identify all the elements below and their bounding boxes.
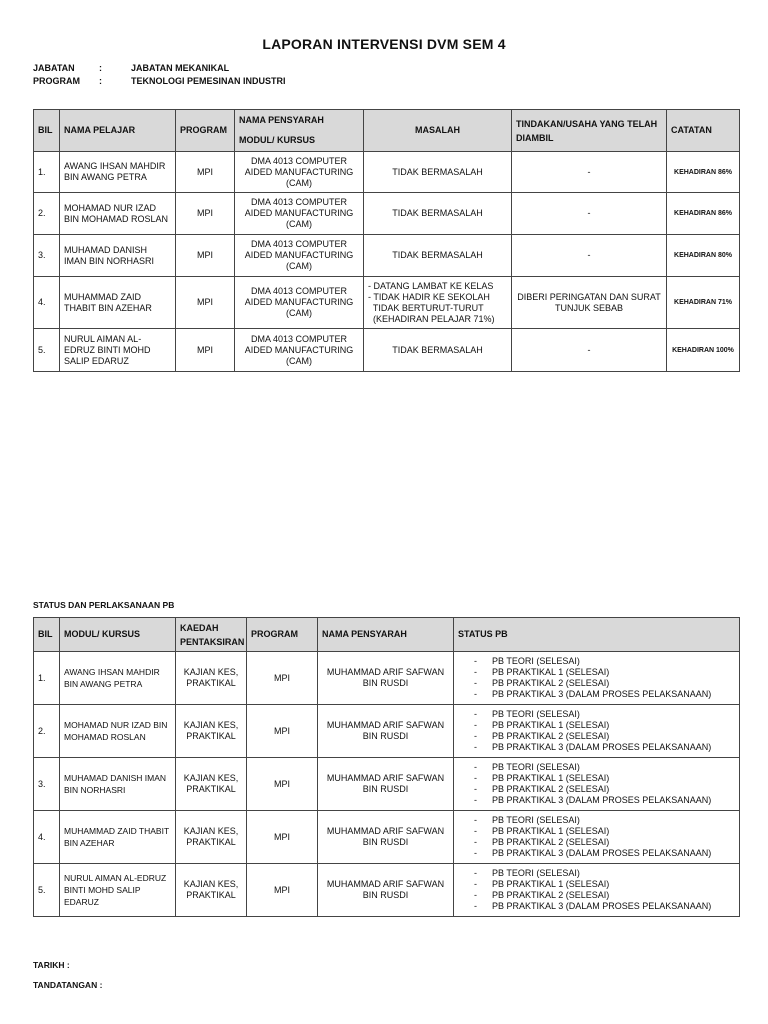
table-header-row bbox=[34, 618, 740, 652]
row-nama: MUHAMMAD ZAID THABIT BIN AZEHAR bbox=[60, 277, 176, 329]
table-header-row bbox=[34, 110, 740, 152]
row-program: MPI bbox=[247, 758, 318, 811]
list-item: - PB PRAKTIKAL 2 (SELESAI) bbox=[474, 837, 610, 847]
row-masalah: TIDAK BERMASALAH bbox=[364, 193, 512, 235]
header-bil: BIL bbox=[34, 110, 60, 152]
row-catatan: KEHADIRAN 100% bbox=[667, 329, 740, 372]
row-status bbox=[454, 811, 740, 864]
row-modul: DMA 4013 COMPUTER AIDED MANUFACTURING (CAM) bbox=[235, 235, 364, 277]
row-bil: 2. bbox=[34, 193, 60, 235]
list-item: (KEHADIRAN PELAJAR 71%) bbox=[368, 313, 495, 324]
table-row bbox=[34, 705, 740, 758]
list-item: TIDAK BERTURUT-TURUT bbox=[368, 302, 484, 313]
row-bil: 2. bbox=[34, 705, 60, 758]
list-item: - PB PRAKTIKAL 1 (SELESAI) bbox=[474, 667, 610, 677]
row-bil: 1. bbox=[34, 152, 60, 193]
meta-key: PROGRAM bbox=[33, 76, 80, 86]
row-modul: DMA 4013 COMPUTER AIDED MANUFACTURING (CAM) bbox=[235, 277, 364, 329]
table-row bbox=[34, 329, 740, 372]
row-bil: 4. bbox=[34, 277, 60, 329]
row-bil: 5. bbox=[34, 329, 60, 372]
row-tindakan: - bbox=[512, 235, 667, 277]
row-catatan: KEHADIRAN 86% bbox=[667, 193, 740, 235]
masalah-list bbox=[368, 281, 507, 325]
row-bil: 1. bbox=[34, 652, 60, 705]
list-item: - PB PRAKTIKAL 1 (SELESAI) bbox=[474, 720, 610, 730]
meta-sep: : bbox=[99, 63, 102, 73]
row-bil: 4. bbox=[34, 811, 60, 864]
row-program: MPI bbox=[247, 652, 318, 705]
footer-tarikh: TARIKH : bbox=[33, 960, 70, 970]
meta-value: TEKNOLOGI PEMESINAN INDUSTRI bbox=[131, 76, 286, 86]
row-tindakan: - bbox=[512, 329, 667, 372]
row-bil: 3. bbox=[34, 758, 60, 811]
row-bil: 5. bbox=[34, 864, 60, 917]
intervention-table bbox=[33, 109, 740, 372]
list-item: - PB TEORI (SELESAI) bbox=[474, 762, 580, 772]
header-masalah: MASALAH bbox=[364, 110, 512, 152]
row-program: MPI bbox=[176, 235, 235, 277]
row-kaedah: KAJIAN KES, PRAKTIKAL bbox=[176, 652, 247, 705]
row-modul: DMA 4013 COMPUTER AIDED MANUFACTURING (CAM) bbox=[235, 152, 364, 193]
row-tindakan: - bbox=[512, 193, 667, 235]
row-program: MPI bbox=[247, 811, 318, 864]
row-nama: AWANG IHSAN MAHDIR BIN AWANG PETRA bbox=[60, 152, 176, 193]
row-masalah: TIDAK BERMASALAH bbox=[364, 152, 512, 193]
table-row bbox=[34, 193, 740, 235]
row-pensyarah: MUHAMMAD ARIF SAFWAN BIN RUSDI bbox=[318, 864, 454, 917]
row-nama: MOHAMAD NUR IZAD BIN MOHAMAD ROSLAN bbox=[60, 705, 176, 758]
row-pensyarah: MUHAMMAD ARIF SAFWAN BIN RUSDI bbox=[318, 811, 454, 864]
list-item: - PB TEORI (SELESAI) bbox=[474, 709, 580, 719]
header-modul: MODUL/ KURSUS bbox=[239, 135, 315, 145]
row-program: MPI bbox=[247, 705, 318, 758]
row-nama: MOHAMAD NUR IZAD BIN MOHAMAD ROSLAN bbox=[60, 193, 176, 235]
meta-row-program bbox=[33, 76, 286, 86]
row-modul: DMA 4013 COMPUTER AIDED MANUFACTURING (CAM) bbox=[235, 329, 364, 372]
status-list bbox=[458, 815, 735, 859]
row-status bbox=[454, 652, 740, 705]
row-modul: DMA 4013 COMPUTER AIDED MANUFACTURING (CAM) bbox=[235, 193, 364, 235]
row-catatan: KEHADIRAN 86% bbox=[667, 152, 740, 193]
list-item: - PB TEORI (SELESAI) bbox=[474, 815, 580, 825]
row-catatan: KEHADIRAN 80% bbox=[667, 235, 740, 277]
row-nama: NURUL AIMAN AL-EDRUZ BINTI MOHD SALIP EDARUZ bbox=[60, 864, 176, 917]
row-masalah bbox=[364, 277, 512, 329]
list-item: - PB PRAKTIKAL 1 (SELESAI) bbox=[474, 773, 610, 783]
header-status-pb: STATUS PB bbox=[454, 618, 740, 652]
row-nama: MUHAMAD DANISH IMAN BIN NORHASRI bbox=[60, 758, 176, 811]
header-tindakan: TINDAKAN/USAHA YANG TELAH DIAMBIL bbox=[512, 110, 667, 152]
header-nama-pelajar: NAMA PELAJAR bbox=[60, 110, 176, 152]
table-row bbox=[34, 864, 740, 917]
row-nama: NURUL AIMAN AL-EDRUZ BINTI MOHD SALIP EDARUZ bbox=[60, 329, 176, 372]
meta-value: JABATAN MEKANIKAL bbox=[131, 63, 230, 73]
row-program: MPI bbox=[176, 193, 235, 235]
header-catatan: CATATAN bbox=[667, 110, 740, 152]
status-list bbox=[458, 868, 735, 912]
list-item: - PB PRAKTIKAL 2 (SELESAI) bbox=[474, 784, 610, 794]
row-kaedah: KAJIAN KES, PRAKTIKAL bbox=[176, 758, 247, 811]
row-kaedah: KAJIAN KES, PRAKTIKAL bbox=[176, 811, 247, 864]
row-catatan: KEHADIRAN 71% bbox=[667, 277, 740, 329]
row-pensyarah: MUHAMMAD ARIF SAFWAN BIN RUSDI bbox=[318, 652, 454, 705]
row-status bbox=[454, 705, 740, 758]
meta-sep: : bbox=[99, 76, 102, 86]
table-row bbox=[34, 811, 740, 864]
list-item: - PB PRAKTIKAL 3 (DALAM PROSES PELAKSANAAN) bbox=[474, 901, 712, 911]
row-nama: MUHAMMAD ZAID THABIT BIN AZEHAR bbox=[60, 811, 176, 864]
list-item: - PB TEORI (SELESAI) bbox=[474, 868, 580, 878]
row-pensyarah: MUHAMMAD ARIF SAFWAN BIN RUSDI bbox=[318, 705, 454, 758]
list-item: - PB PRAKTIKAL 3 (DALAM PROSES PELAKSANAAN) bbox=[474, 848, 712, 858]
row-tindakan: DIBERI PERINGATAN DAN SURAT TUNJUK SEBAB bbox=[512, 277, 667, 329]
list-item: - PB PRAKTIKAL 1 (SELESAI) bbox=[474, 826, 610, 836]
table-row bbox=[34, 652, 740, 705]
list-item: - PB PRAKTIKAL 2 (SELESAI) bbox=[474, 731, 610, 741]
list-item: - TIDAK HADIR KE SEKOLAH bbox=[368, 291, 490, 302]
table-row bbox=[34, 235, 740, 277]
row-kaedah: KAJIAN KES, PRAKTIKAL bbox=[176, 864, 247, 917]
header-nama-pensyarah: NAMA PENSYARAH bbox=[318, 618, 454, 652]
row-program: MPI bbox=[176, 277, 235, 329]
row-program: MPI bbox=[247, 864, 318, 917]
list-item: - PB PRAKTIKAL 2 (SELESAI) bbox=[474, 678, 610, 688]
header-modul: MODUL/ KURSUS bbox=[60, 618, 176, 652]
list-item: - PB TEORI (SELESAI) bbox=[474, 656, 580, 666]
list-item: - PB PRAKTIKAL 3 (DALAM PROSES PELAKSANAAN) bbox=[474, 742, 712, 752]
row-status bbox=[454, 864, 740, 917]
row-status bbox=[454, 758, 740, 811]
header-program: PROGRAM bbox=[247, 618, 318, 652]
row-tindakan: - bbox=[512, 152, 667, 193]
row-pensyarah: MUHAMMAD ARIF SAFWAN BIN RUSDI bbox=[318, 758, 454, 811]
status-list bbox=[458, 709, 735, 753]
header-nama-pensyarah: NAMA PENSYARAH bbox=[239, 115, 324, 125]
list-item: - DATANG LAMBAT KE KELAS bbox=[368, 280, 494, 291]
header-kaedah: KAEDAH PENTAKSIRAN bbox=[176, 618, 247, 652]
status-list bbox=[458, 656, 735, 700]
table-row bbox=[34, 152, 740, 193]
status-pb-table bbox=[33, 617, 740, 917]
header-program: PROGRAM bbox=[176, 110, 235, 152]
row-nama: MUHAMAD DANISH IMAN BIN NORHASRI bbox=[60, 235, 176, 277]
header-nama-pensyarah-modul bbox=[235, 110, 364, 152]
status-list bbox=[458, 762, 735, 806]
page-title: LAPORAN INTERVENSI DVM SEM 4 bbox=[262, 36, 506, 52]
meta-row-jabatan bbox=[33, 63, 229, 73]
row-nama: AWANG IHSAN MAHDIR BIN AWANG PETRA bbox=[60, 652, 176, 705]
header-bil: BIL bbox=[34, 618, 60, 652]
table-row bbox=[34, 277, 740, 329]
row-masalah: TIDAK BERMASALAH bbox=[364, 235, 512, 277]
row-program: MPI bbox=[176, 152, 235, 193]
section-label-status-pb: STATUS DAN PERLAKSANAAN PB bbox=[33, 600, 175, 610]
row-bil: 3. bbox=[34, 235, 60, 277]
list-item: - PB PRAKTIKAL 2 (SELESAI) bbox=[474, 890, 610, 900]
list-item: - PB PRAKTIKAL 3 (DALAM PROSES PELAKSANAAN) bbox=[474, 689, 712, 699]
list-item: - PB PRAKTIKAL 3 (DALAM PROSES PELAKSANAAN) bbox=[474, 795, 712, 805]
footer-tandatangan: TANDATANGAN : bbox=[33, 980, 103, 990]
row-kaedah: KAJIAN KES, PRAKTIKAL bbox=[176, 705, 247, 758]
meta-key: JABATAN bbox=[33, 63, 75, 73]
list-item: - PB PRAKTIKAL 1 (SELESAI) bbox=[474, 879, 610, 889]
row-program: MPI bbox=[176, 329, 235, 372]
table-row bbox=[34, 758, 740, 811]
row-masalah: TIDAK BERMASALAH bbox=[364, 329, 512, 372]
